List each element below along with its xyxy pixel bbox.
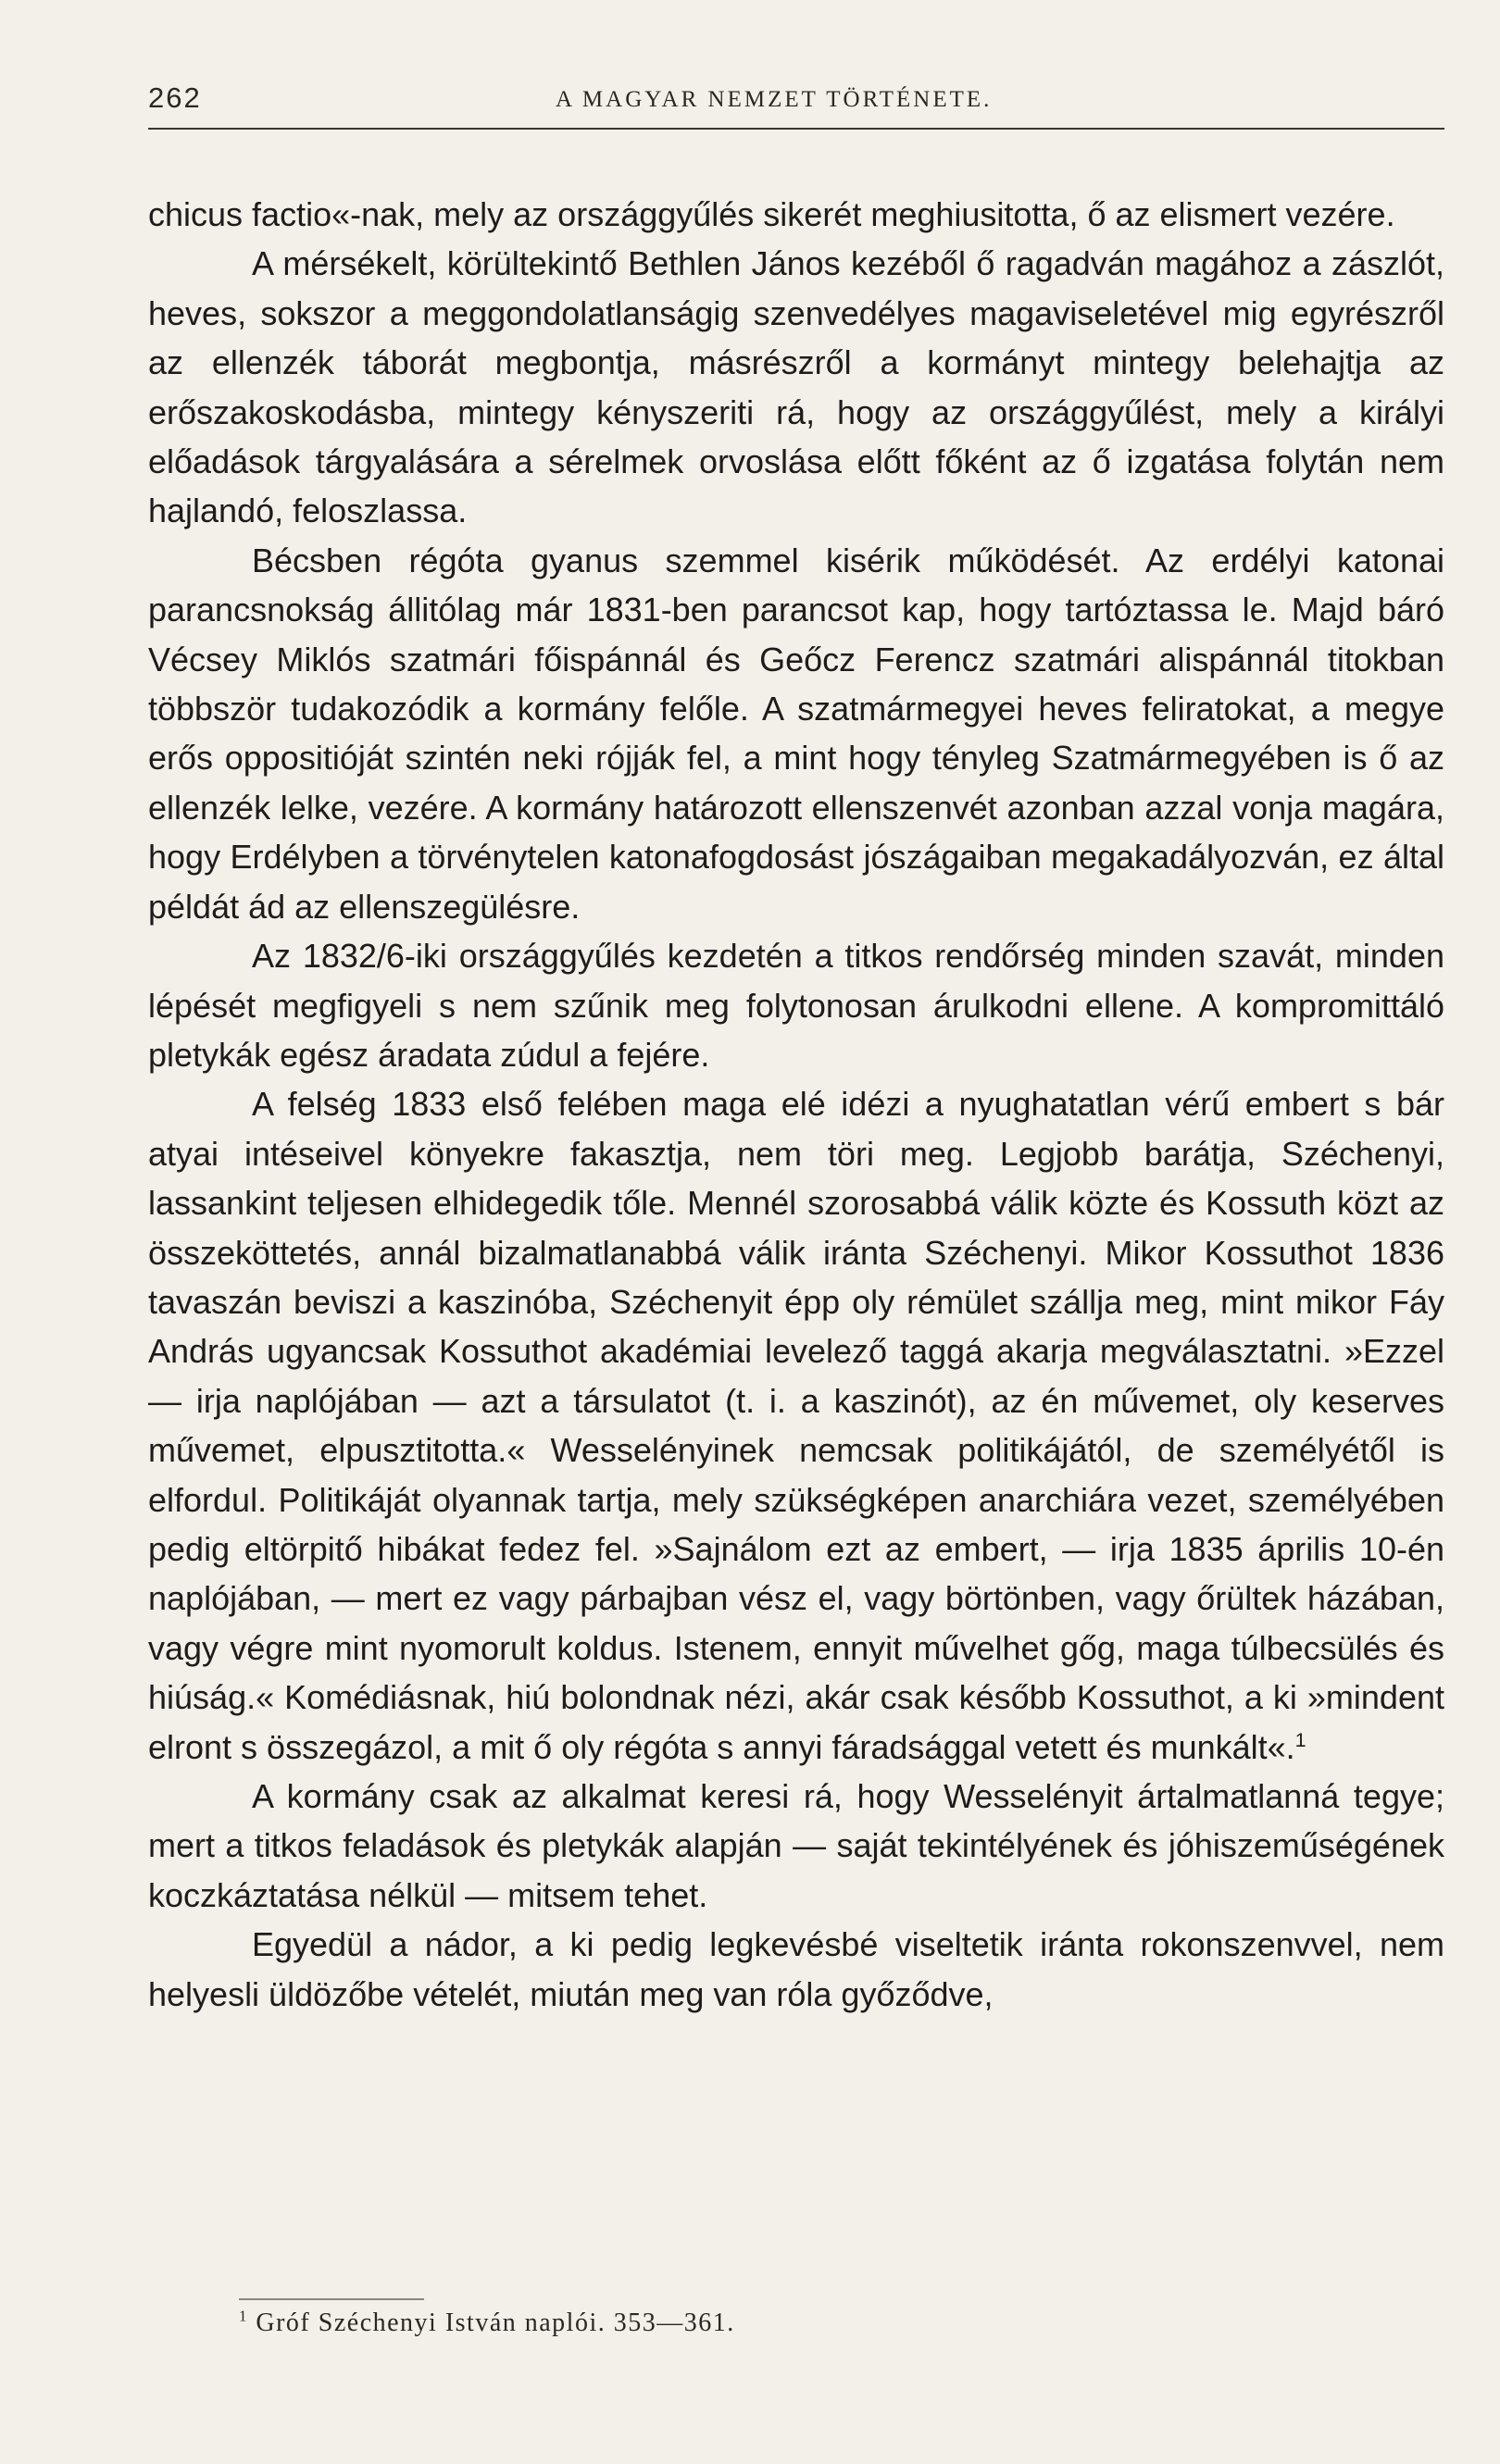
paragraph-3: Bécsben régóta gyanus szemmel kisérik működését. Az erdélyi katonai parancsnokság állitólag már 1831-ben parancsot kap, hogy tartóztassa le. Majd báró Vécsey Miklós szatmári főispánnál és Geőcz Ferencz szatmári alispánnál titokban többször tudakozódik a kormány felőle. A szatmármegyei heves feliratokat, a megye erős oppositióját szintén neki rójják fel, a mint hogy tényleg Szatmármegyében is ő az ellenzék lelke, vezére. A kormány határozott ellenszenvét azonban azzal vonja magára, hogy Erdélyben a törvénytelen katonafogdosást jószágaiban megakadályozván, ez által példát ád az ellenszegülésre. bbox=[148, 541, 1444, 926]
paragraph-4: Az 1832/6-iki országgyűlés kezdetén a titkos rendőrség minden szavát, minden lépését megfigyeli s nem szűnik meg folytonosan árulkodni ellene. A kompromittáló pletykák egész áradata zúdul a fejére. bbox=[148, 937, 1444, 1074]
footnote bbox=[239, 2305, 1350, 2342]
footnote-text: Gróf Széchenyi István naplói. 353—361. bbox=[256, 2308, 735, 2337]
paragraph-1: chicus factio«-nak, mely az országgyűlés sikerét meghiusitotta, ő az elismert vezére. bbox=[148, 195, 1395, 233]
paragraph-5 bbox=[148, 1079, 1444, 1772]
running-head bbox=[148, 81, 1444, 130]
paragraph-6: A kormány csak az alkalmat keresi rá, hogy Wesselényit ártalmatlanná tegye; mert a titkos feladások és pletykák alapján — saját tekintélyének és jóhiszeműségének koczkáztatása nélkül — mitsem tehet. bbox=[148, 1777, 1444, 1914]
body-text bbox=[148, 190, 1444, 2019]
running-title: A MAGYAR NEMZET TÖRTÉNETE. bbox=[556, 87, 993, 112]
page-number: 262 bbox=[148, 81, 202, 114]
footnote-marker: 1 bbox=[239, 2307, 248, 2325]
footnote-divider bbox=[239, 2298, 424, 2300]
footnote-reference: 1 bbox=[1294, 1727, 1306, 1751]
paragraph-5-text: A felség 1833 első felében maga elé idézi a nyughatatlan vérű embert s bár atyai intéseivel könyekre fakasztja, nem töri meg. Legjobb barátja, Széchenyi, lassankint teljesen elhidegedik tőle. Mennél szorosabbá válik közte és Kossuth közt az összeköttetés, annál bizalmatlanabbá válik iránta Széchenyi. Mikor Kossuthot 1836 tavaszán beviszi a kaszinóba, Széchenyit épp oly rémület szállja meg, mint mikor Fáy András ugyancsak Kossuthot akadémiai levelező taggá akarja megválasztatni. »Ezzel — irja naplójában — azt a társulatot (t. i. a kaszinót), az én művemet, oly keserves művemet, elpusztitotta.« Wesselényinek nemcsak politikájától, de személyétől is elfordul. Politikáját olyannak tartja, mely szükségképen anarchiára vezet, személyében pedig eltörpitő hibákat fedez fel. »Sajnálom ezt az embert, — irja 1835 április 10-én naplójában, — mert ez vagy párbajban vész el, vagy börtönben, vagy őrültek házában, vagy végre mint nyomorult koldus. Istenem, ennyit művelhet gőg, maga túlbecsülés és hiúság.« Komédiásnak, hiú bolondnak nézi, akár csak később Kossuthot, a ki »mindent elront s összegázol, a mit ő oly régóta s annyi fáradsággal vetett és munkált«. bbox=[148, 1085, 1444, 1766]
paragraph-7: Egyedül a nádor, a ki pedig legkevésbé viseltetik iránta rokonszenvvel, nem helyesli üldözőbe vételét, miután meg van róla győződve, bbox=[148, 1925, 1444, 2013]
paragraph-2: A mérsékelt, körültekintő Bethlen János kezéből ő ragadván magához a zászlót, heves, sokszor a meggondolatlanságig szenvedélyes magaviseletével mig egyrészről az ellenzék táborát megbontja, másrészről a kormányt mintegy belehajtja az erőszakoskodásba, mintegy kényszeriti rá, hogy az országgyűlést, mely a királyi előadások tárgyalására a sérelmek orvoslása előtt főként az ő izgatása folytán nem hajlandó, feloszlassa. bbox=[148, 244, 1444, 530]
